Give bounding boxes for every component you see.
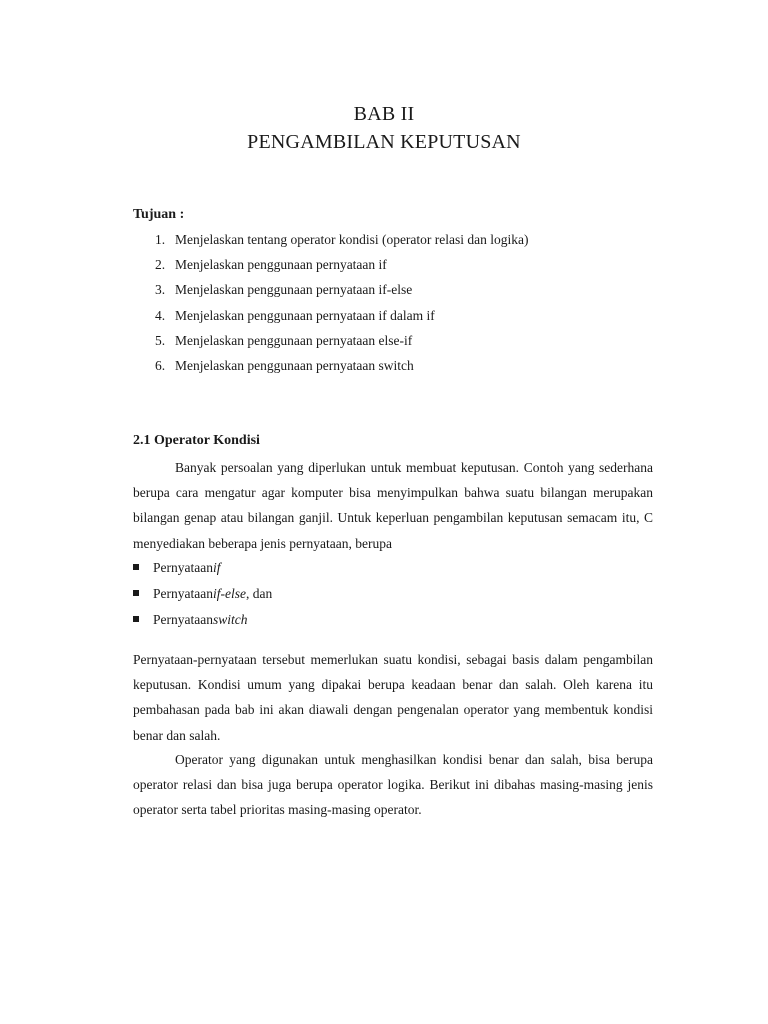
objective-number: 3. <box>155 282 166 298</box>
bullet-item <box>133 581 272 607</box>
bullet-prefix: Pernyataan <box>153 586 213 601</box>
chapter-number: BAB II <box>353 103 415 125</box>
objective-item <box>133 282 529 307</box>
statement-bullet-list <box>133 555 272 633</box>
objective-number: 6. <box>155 357 166 373</box>
objective-item <box>133 333 529 358</box>
objective-text: Menjelaskan penggunaan pernyataan if dalam if <box>175 307 435 323</box>
bullet-keyword: if <box>212 560 221 575</box>
bullet-keyword: switch <box>212 612 248 627</box>
bullet-prefix: Pernyataan <box>153 612 213 627</box>
bullet-keyword: if-else <box>212 586 246 601</box>
paragraph-operators: Operator yang digunakan untuk menghasilkan kondisi benar dan salah, bisa berupa operator relasi dan bisa juga berupa operator logika. Berikut ini dibahas masing-masing jenis operator serta tabel prioritas masing-masing operator. <box>133 752 653 818</box>
chapter-title: PENGAMBILAN KEPUTUSAN <box>247 131 521 153</box>
bullet-item <box>133 555 272 581</box>
objective-item <box>133 308 529 333</box>
objectives-list <box>133 232 529 383</box>
objective-text: Menjelaskan tentang operator kondisi (operator relasi dan logika) <box>175 232 529 247</box>
paragraph-intro: Banyak persoalan yang diperlukan untuk membuat keputusan. Contoh yang sederhana berupa cara mengatur agar komputer bisa menyimpulkan bahwa suatu bilangan merupakan bilangan genap atau bilangan ganjil. Untuk keperluan pengambilan keputusan semacam itu, C menyediakan beberapa jenis pernyataan, berupa <box>133 460 653 551</box>
objective-number: 1. <box>155 232 166 247</box>
square-bullet-icon <box>133 564 139 570</box>
objective-number: 5. <box>155 332 166 348</box>
square-bullet-icon <box>133 616 139 622</box>
objective-text: Menjelaskan penggunaan pernyataan if-else <box>175 282 413 298</box>
bullet-suffix: , dan <box>245 586 273 601</box>
objective-text: Menjelaskan penggunaan pernyataan else-if <box>175 332 413 348</box>
objective-number: 4. <box>155 307 166 323</box>
bullet-prefix: Pernyataan <box>153 560 213 575</box>
objective-item <box>133 232 529 257</box>
objectives-heading: Tujuan : <box>133 207 185 222</box>
bullet-item <box>133 607 272 633</box>
paragraph-conditions: Pernyataan-pernyataan tersebut memerlukan suatu kondisi, sebagai basis dalam pengambilan keputusan. Kondisi umum yang dipakai berupa keadaan benar dan salah. Oleh karena itu pembahasan pada bab ini akan diawali dengan pengenalan operator yang membentuk kondisi benar dan salah. <box>133 652 653 743</box>
objective-number: 2. <box>155 257 166 273</box>
section-heading: 2.1 Operator Kondisi <box>133 433 260 448</box>
objective-text: Menjelaskan penggunaan pernyataan switch <box>175 357 414 373</box>
square-bullet-icon <box>133 590 139 596</box>
objective-item <box>133 358 529 383</box>
objective-item <box>133 257 529 282</box>
objective-text: Menjelaskan penggunaan pernyataan if <box>175 257 387 273</box>
